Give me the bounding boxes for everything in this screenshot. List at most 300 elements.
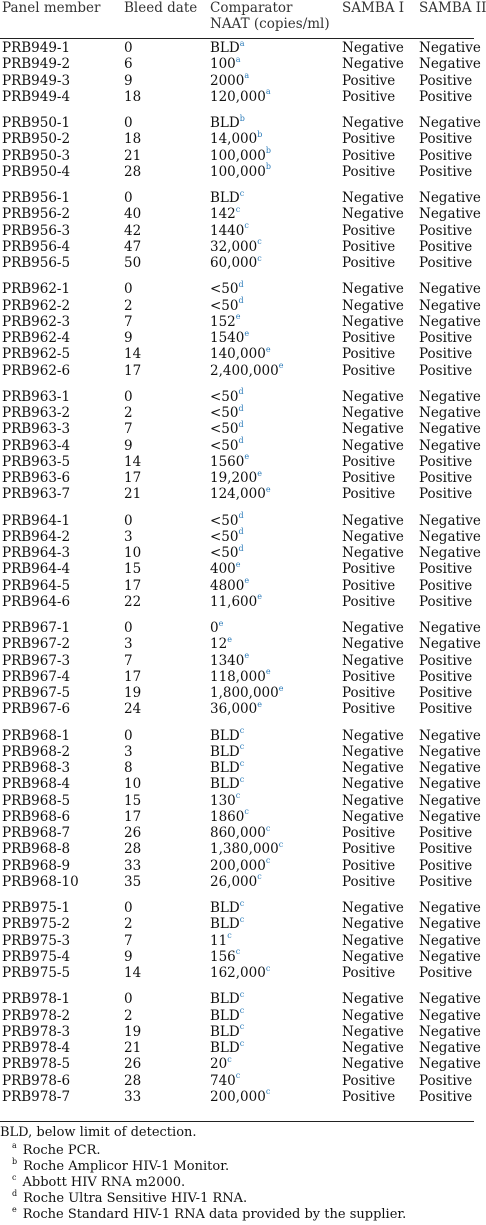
footnote-mark: d	[238, 436, 244, 445]
comparator-value: <50	[210, 528, 239, 545]
footnote-mark: c	[278, 839, 284, 849]
footnote-mark: c	[239, 914, 245, 924]
samba-1-result: Positive	[342, 841, 396, 858]
footnote-mark: c	[227, 1054, 232, 1064]
panel-member-cell: PRB962-5	[2, 346, 71, 363]
table-row	[0, 874, 474, 890]
footnote-item	[12, 1172, 186, 1191]
samba-2-result: Negative	[419, 405, 481, 421]
footnote-mark: e	[227, 634, 232, 644]
table-row	[0, 387, 481, 405]
panel-member-cell: PRB950-3	[2, 147, 71, 164]
samba-1-result: Negative	[342, 727, 404, 744]
samba-1-result: Positive	[342, 163, 396, 180]
panel-member-cell: PRB964-4	[2, 561, 71, 578]
table-row	[0, 898, 481, 916]
table-row	[0, 255, 474, 271]
footnote-item	[12, 1188, 248, 1207]
comparator-cell	[210, 438, 244, 454]
footnote-mark: c	[239, 758, 245, 768]
table-row	[0, 774, 481, 793]
bleed-date-cell: 2	[124, 405, 133, 421]
comparator-value: 1440	[210, 222, 245, 239]
panel-member-cell: PRB956-3	[2, 222, 71, 239]
footnote-mark: c	[265, 963, 271, 973]
samba-1-result: Positive	[342, 453, 396, 470]
samba-2-result: Positive	[419, 1088, 473, 1105]
samba-2-result: Positive	[419, 131, 473, 148]
panel-member-cell: PRB949-1	[2, 40, 71, 56]
panel-member-cell: PRB962-6	[2, 362, 71, 379]
table-row	[0, 791, 481, 809]
comparator-value: 1560	[210, 453, 245, 470]
table-row	[0, 403, 481, 421]
comparator-cell	[210, 760, 244, 776]
table-row	[0, 223, 474, 239]
footnote-mark: e	[218, 618, 224, 628]
samba-2-result: Negative	[419, 991, 481, 1008]
comparator-value: BLD	[210, 776, 240, 793]
comparator-value: 740	[210, 1072, 236, 1089]
samba-2-result: Positive	[419, 685, 473, 701]
comparator-cell	[210, 949, 240, 965]
panel-member-cell: PRB978-5	[2, 1056, 71, 1073]
table-row	[0, 742, 481, 760]
comparator-cell	[210, 1040, 244, 1056]
panel-member-cell: PRB975-1	[2, 900, 71, 916]
footnote-mark: c	[239, 726, 245, 735]
comparator-value: 60,000	[210, 255, 258, 271]
panel-member-cell: PRB963-7	[2, 486, 71, 503]
panel-member-cell: PRB956-2	[2, 206, 71, 223]
comparator-value: 100	[210, 56, 236, 73]
footnote-mark: e	[265, 667, 271, 677]
panel-member-cell: PRB962-4	[2, 330, 71, 346]
bleed-date-cell: 10	[124, 776, 142, 793]
samba-1-result: Negative	[342, 900, 404, 916]
comparator-value: 200,000	[210, 1088, 266, 1105]
samba-1-result: Positive	[342, 857, 396, 874]
comparator-value: 0	[210, 620, 219, 636]
table-row	[0, 726, 481, 744]
footnote-mark: d	[238, 403, 244, 413]
table-row	[0, 914, 481, 933]
comparator-cell	[210, 223, 249, 239]
footnote-mark: c	[235, 1071, 241, 1080]
table-row	[0, 1054, 481, 1073]
panel-member-cell: PRB964-5	[2, 577, 71, 594]
comparator-cell	[210, 561, 241, 577]
comparator-cell	[210, 454, 249, 470]
samba-1-result: Positive	[342, 685, 396, 701]
panel-member-cell: PRB975-2	[2, 916, 71, 933]
comparator-cell	[210, 529, 244, 545]
bleed-date-cell: 14	[124, 453, 142, 470]
comparator-value: 860,000	[210, 825, 266, 841]
samba-1-result: Positive	[342, 255, 396, 271]
footnote-mark: d	[238, 543, 244, 553]
panel-member-cell: PRB978-7	[2, 1088, 71, 1105]
comparator-cell	[210, 793, 240, 809]
comparator-value: 19,200	[210, 470, 258, 486]
comparator-value: 1,380,000	[210, 841, 279, 858]
table-row	[0, 701, 474, 717]
panel-member-cell: PRB978-2	[2, 1007, 71, 1024]
comparator-cell	[210, 578, 249, 594]
samba-1-result: Negative	[342, 1023, 404, 1040]
bleed-date-cell: 0	[124, 991, 133, 1008]
samba-2-result: Negative	[419, 528, 481, 545]
comparator-value: BLD	[210, 743, 240, 760]
comparator-cell	[210, 809, 249, 825]
samba-1-result: Negative	[342, 916, 404, 933]
panel-member-cell: PRB950-4	[2, 163, 71, 180]
samba-2-result: Negative	[419, 1007, 481, 1024]
table-row	[0, 947, 481, 965]
panel-member-cell: PRB963-4	[2, 437, 71, 454]
panel-member-cell: PRB963-3	[2, 421, 71, 438]
comparator-cell	[210, 115, 245, 131]
samba-2-result: Positive	[419, 147, 473, 164]
bleed-date-cell: 0	[124, 115, 133, 131]
samba-1-result: Negative	[342, 206, 404, 223]
footnote-mark: c	[265, 1087, 271, 1097]
samba-1-result: Negative	[342, 512, 404, 529]
table-row	[0, 1022, 481, 1040]
comparator-cell	[210, 744, 244, 760]
samba-1-result: Negative	[342, 281, 404, 298]
footnote-mark: e	[257, 592, 262, 602]
comparator-value: 11,600	[210, 593, 258, 610]
footnote-mark: e	[235, 559, 241, 569]
samba-1-result: Positive	[342, 668, 396, 685]
comparator-cell	[210, 131, 262, 147]
samba-1-result: Negative	[342, 115, 404, 131]
comparator-value: 14,000	[210, 131, 258, 148]
table-row	[0, 989, 481, 1008]
samba-2-result: Positive	[419, 577, 473, 594]
footnote-mark: c	[239, 774, 245, 784]
samba-1-result: Negative	[342, 40, 404, 56]
header-panel-member: Panel member	[2, 0, 101, 16]
footnote-mark: e	[257, 468, 262, 478]
samba-2-result: Positive	[419, 330, 473, 346]
table-row	[0, 618, 481, 636]
panel-member-cell: PRB963-2	[2, 405, 71, 421]
comparator-cell	[210, 389, 244, 405]
footnote-mark: c	[239, 742, 245, 752]
comparator-value: 2,400,000	[210, 362, 279, 379]
footnote-mark: e	[265, 344, 271, 354]
footnote-item	[12, 1204, 407, 1223]
bleed-date-cell: 0	[124, 900, 133, 916]
comparator-cell	[210, 1024, 244, 1040]
samba-1-result: Negative	[342, 760, 404, 776]
comparator-cell	[210, 825, 270, 841]
samba-2-result: Negative	[419, 512, 481, 529]
bleed-date-cell: 17	[124, 470, 142, 486]
samba-1-result: Positive	[342, 825, 396, 841]
footnote-mark: c	[239, 898, 245, 908]
samba-2-result: Negative	[419, 115, 481, 131]
bleed-date-cell: 17	[124, 808, 142, 825]
bleed-date-cell: 0	[124, 620, 133, 636]
comparator-value: 1,800,000	[210, 685, 279, 701]
bleed-date-cell: 3	[124, 528, 133, 545]
comparator-cell	[210, 363, 283, 379]
footnote-mark: c	[257, 253, 262, 263]
comparator-cell	[210, 1056, 232, 1072]
samba-2-result: Negative	[419, 1056, 481, 1073]
table-row	[0, 54, 481, 73]
footnote-mark: d	[238, 279, 244, 289]
table-row	[0, 653, 474, 669]
panel-member-cell: PRB978-6	[2, 1072, 71, 1089]
samba-2-result: Negative	[419, 636, 481, 653]
table-row	[0, 758, 481, 776]
footnote-text: Roche Amplicor HIV-1 Monitor.	[23, 1159, 230, 1174]
footnote-mark: e	[265, 484, 271, 494]
table-row	[0, 594, 474, 610]
comparator-cell	[210, 470, 262, 486]
table-row	[0, 164, 474, 180]
footnote-mark: e	[278, 361, 284, 370]
footnote-mark: a	[265, 87, 271, 97]
samba-1-result: Positive	[342, 238, 396, 255]
comparator-cell	[210, 965, 270, 981]
bleed-date-cell: 21	[124, 486, 142, 503]
samba-2-result: Negative	[419, 206, 481, 223]
footnote-text: Abbott HIV RNA m2000.	[22, 1175, 186, 1190]
panel-member-cell: PRB967-4	[2, 668, 71, 685]
samba-1-result: Negative	[342, 297, 404, 314]
comparator-value: 32,000	[210, 238, 258, 255]
comparator-value: 26,000	[210, 873, 258, 890]
comparator-value: 142	[210, 206, 236, 223]
samba-1-result: Positive	[342, 486, 396, 503]
panel-member-cell: PRB975-4	[2, 948, 71, 965]
comparator-value: 100,000	[210, 163, 266, 180]
bleed-date-cell: 14	[124, 346, 142, 363]
comparator-cell	[210, 669, 271, 685]
bleed-date-cell: 21	[124, 147, 142, 164]
bleed-date-cell: 7	[124, 652, 133, 669]
footnote-mark: e	[278, 683, 284, 693]
panel-member-cell: PRB978-3	[2, 1023, 71, 1040]
panel-member-cell: PRB950-1	[2, 115, 71, 131]
comparator-value: 120,000	[210, 88, 266, 105]
samba-2-result: Negative	[419, 1040, 481, 1056]
bleed-date-cell: 2	[124, 916, 133, 933]
panel-member-cell: PRB978-1	[2, 991, 71, 1008]
footnote-mark: a	[244, 71, 250, 80]
panel-member-cell: PRB950-2	[2, 131, 71, 148]
comparator-cell	[210, 1073, 240, 1089]
footnote-mark: e	[257, 699, 262, 709]
footnote-mark: b	[257, 129, 263, 139]
samba-1-result: Negative	[342, 1040, 404, 1056]
comparator-value: 152	[210, 313, 236, 330]
samba-2-result: Negative	[419, 916, 481, 933]
comparator-value: 36,000	[210, 701, 258, 718]
footnote-letter: e	[12, 1204, 17, 1214]
footnote-item	[12, 1140, 101, 1159]
samba-2-result: Positive	[419, 346, 473, 363]
comparator-cell	[210, 239, 262, 255]
comparator-value: BLD	[210, 991, 240, 1008]
footnote-mark: c	[239, 1038, 245, 1048]
comparator-cell	[210, 190, 244, 206]
bleed-date-cell: 17	[124, 577, 142, 594]
samba-2-result: Positive	[419, 652, 473, 669]
bleed-date-cell: 15	[124, 792, 142, 809]
bleed-date-cell: 2	[124, 1007, 133, 1024]
panel-member-cell: PRB967-3	[2, 652, 71, 669]
samba-2-result: Negative	[419, 760, 481, 776]
comparator-value: 12	[210, 636, 228, 653]
bleed-date-cell: 9	[124, 72, 133, 89]
bleed-date-cell: 2	[124, 297, 133, 314]
samba-2-result: Negative	[419, 792, 481, 809]
samba-1-result: Positive	[342, 147, 396, 164]
comparator-value: 1860	[210, 808, 245, 825]
table-row	[0, 38, 481, 56]
samba-1-result: Negative	[342, 528, 404, 545]
bleed-date-cell: 3	[124, 636, 133, 653]
samba-2-result: Positive	[419, 88, 473, 105]
panel-member-cell: PRB967-1	[2, 620, 71, 636]
bleed-date-cell: 0	[124, 727, 133, 744]
footnote-mark: d	[238, 527, 244, 537]
samba-1-result: Positive	[342, 701, 396, 718]
samba-1-result: Positive	[342, 873, 396, 890]
samba-2-result: Positive	[419, 72, 473, 89]
table-row	[0, 578, 474, 594]
samba-1-result: Negative	[342, 437, 404, 454]
table-row	[0, 1038, 481, 1056]
footnote-mark: c	[265, 823, 271, 833]
samba-2-result: Negative	[419, 900, 481, 916]
samba-1-result: Negative	[342, 1056, 404, 1073]
footnote-mark: d	[238, 296, 244, 305]
footnote-mark: c	[244, 807, 249, 817]
panel-member-cell: PRB964-3	[2, 545, 71, 561]
table-row	[0, 131, 474, 147]
bleed-date-cell: 24	[124, 701, 142, 718]
samba-2-result: Negative	[419, 776, 481, 793]
comparator-value: BLD	[210, 900, 240, 916]
footnote-mark: c	[235, 947, 241, 957]
bleed-date-cell: 9	[124, 437, 133, 454]
samba-1-result: Positive	[342, 72, 396, 89]
bleed-date-cell: 0	[124, 190, 133, 206]
table-row	[0, 527, 481, 545]
panel-member-cell: PRB968-3	[2, 760, 71, 776]
comparator-value: 400	[210, 561, 236, 578]
comparator-value: BLD	[210, 1007, 240, 1024]
panel-member-cell: PRB956-4	[2, 238, 71, 255]
bleed-date-cell: 33	[124, 857, 142, 874]
footnote-mark: b	[265, 146, 271, 155]
table-row	[0, 685, 474, 701]
panel-member-cell: PRB968-9	[2, 857, 71, 874]
samba-1-result: Positive	[342, 346, 396, 363]
comparator-cell	[210, 841, 283, 857]
footnote-mark: e	[244, 576, 250, 585]
comparator-value: 1340	[210, 652, 245, 669]
samba-2-result: Negative	[419, 297, 481, 314]
comparator-value: BLD	[210, 115, 240, 131]
footnote-mark: e	[244, 328, 250, 338]
comparator-value: 140,000	[210, 346, 266, 363]
table-row	[0, 486, 474, 502]
footnote-mark: b	[239, 113, 245, 123]
panel-member-cell: PRB962-3	[2, 313, 71, 330]
footnote-mark: c	[227, 931, 232, 940]
comparator-cell	[210, 330, 249, 346]
comparator-value: 20	[210, 1056, 228, 1073]
comparator-cell	[210, 636, 232, 652]
samba-2-result: Negative	[419, 281, 481, 298]
samba-1-result: Positive	[342, 593, 396, 610]
samba-1-result: Positive	[342, 362, 396, 379]
bleed-date-cell: 28	[124, 163, 142, 180]
comparator-cell	[210, 701, 262, 717]
footnote-mark: a	[235, 54, 241, 64]
samba-1-result: Positive	[342, 470, 396, 486]
panel-member-cell: PRB949-2	[2, 56, 71, 73]
samba-1-result: Negative	[342, 56, 404, 73]
footnote-text: Roche Standard HIV-1 RNA data provided by the supplier.	[22, 1207, 407, 1222]
comparator-value: <50	[210, 388, 239, 405]
footnote-mark: c	[257, 237, 262, 247]
comparator-value: <50	[210, 405, 239, 421]
footnote-mark: e	[244, 452, 250, 462]
table-row	[0, 634, 481, 653]
bleed-date-cell: 28	[124, 841, 142, 858]
panel-member-cell: PRB964-2	[2, 528, 71, 545]
samba-2-result: Positive	[419, 222, 473, 239]
panel-member-cell: PRB968-10	[2, 873, 79, 890]
bleed-date-cell: 21	[124, 1040, 142, 1056]
footnote-mark: e	[244, 651, 250, 660]
bleed-date-cell: 42	[124, 222, 142, 239]
comparator-cell	[210, 776, 244, 792]
comparator-cell	[210, 874, 262, 890]
samba-2-result: Positive	[419, 1072, 473, 1089]
comparator-cell	[210, 486, 271, 502]
footnote-letter: c	[12, 1172, 17, 1182]
bleed-date-cell: 18	[124, 88, 142, 105]
bleed-date-cell: 6	[124, 56, 133, 73]
samba-2-result: Positive	[419, 873, 473, 890]
comparator-cell	[210, 1089, 270, 1105]
bleed-date-cell: 22	[124, 593, 142, 610]
panel-member-cell: PRB968-2	[2, 743, 71, 760]
header-comparator: Comparator NAAT (copies/ml)	[210, 0, 330, 32]
header-bleed-date: Bleed date	[124, 0, 198, 16]
samba-2-result: Negative	[419, 948, 481, 965]
samba-2-result: Negative	[419, 56, 481, 73]
samba-1-result: Positive	[342, 561, 396, 578]
comparator-cell	[210, 164, 271, 180]
samba-2-result: Negative	[419, 190, 481, 206]
table-row	[0, 470, 474, 486]
table-row	[0, 1006, 481, 1024]
comparator-cell	[210, 916, 244, 932]
footnote-text: Roche Ultra Sensitive HIV-1 RNA.	[23, 1191, 248, 1206]
samba-2-result: Positive	[419, 486, 473, 503]
